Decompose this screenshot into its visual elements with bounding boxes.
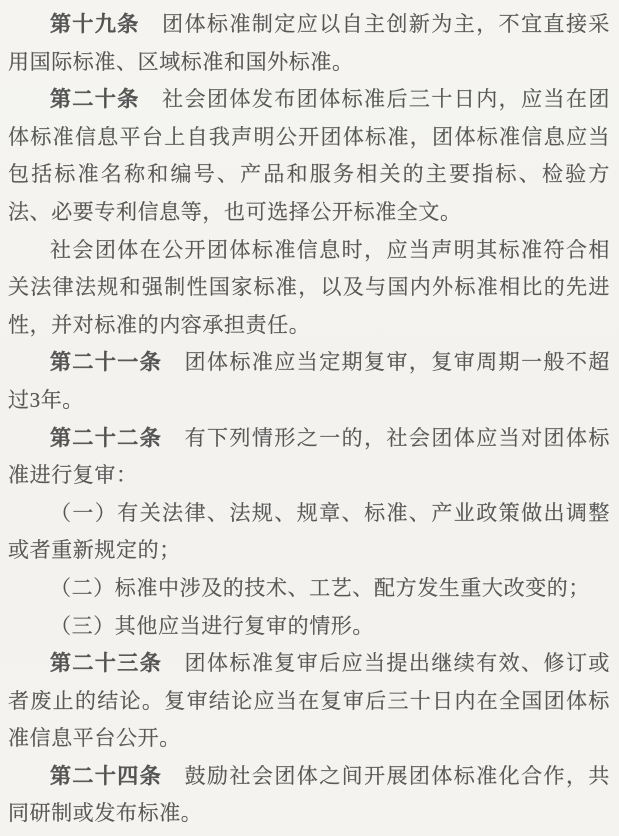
paragraph-text: 社会团体在公开团体标准信息时，应当声明其标准符合相关法律法规和强制性国家标准，以及与国内外标准相比的先进性，并对标准的内容承担责任。 <box>8 237 610 337</box>
article-number: 第二十条 <box>50 87 140 112</box>
paragraph-text: （一）有关法律、法规、规章、标准、产业政策做出调整或者重新规定的； <box>8 500 610 563</box>
paragraph: 第十九条 团体标准制定应以自主创新为主，不宜直接采用国际标准、区域标准和国外标准。 <box>8 12 610 74</box>
article-number: 第十九条 <box>50 12 140 36</box>
article-number: 第二十三条 <box>50 651 163 676</box>
paragraph: 第二十二条 有下列情形之一的，社会团体应当对团体标准进行复审： <box>8 425 611 488</box>
article-number: 第二十二条 <box>50 425 163 450</box>
article-number: 第二十一条 <box>50 350 163 375</box>
paragraph <box>8 608 610 646</box>
paragraph <box>8 570 610 608</box>
paragraph <box>8 232 610 345</box>
paragraph: 第二十一条 团体标准应当定期复审，复审周期一般不超过3年。 <box>8 350 611 412</box>
paragraph: 第二十三条 团体标准复审后应当提出继续有效、修订或者废止的结论。复审结论应当在复审后三十日内在全国团体标准信息平台公开。 <box>8 651 611 751</box>
paragraph-text: （二）标准中涉及的技术、工艺、配方发生重大改变的； <box>50 575 590 600</box>
paragraph <box>8 495 610 570</box>
article-number: 第二十四条 <box>50 763 163 788</box>
paragraph: 第二十条 社会团体发布团体标准后三十日内，应当在团体标准信息平台上自我声明公开团体标准，团体标准信息应当包括标准名称和编号、产品和服务相关的主要指标、检验方法、必要专利信息等，也可选择公开标准全文。 <box>8 87 610 224</box>
document-body <box>8 6 610 833</box>
paragraph-text: （三）其他应当进行复审的情形。 <box>50 613 374 638</box>
paragraph: 第二十四条 鼓励社会团体之间开展团体标准化合作，共同研制或发布标准。 <box>8 763 611 826</box>
